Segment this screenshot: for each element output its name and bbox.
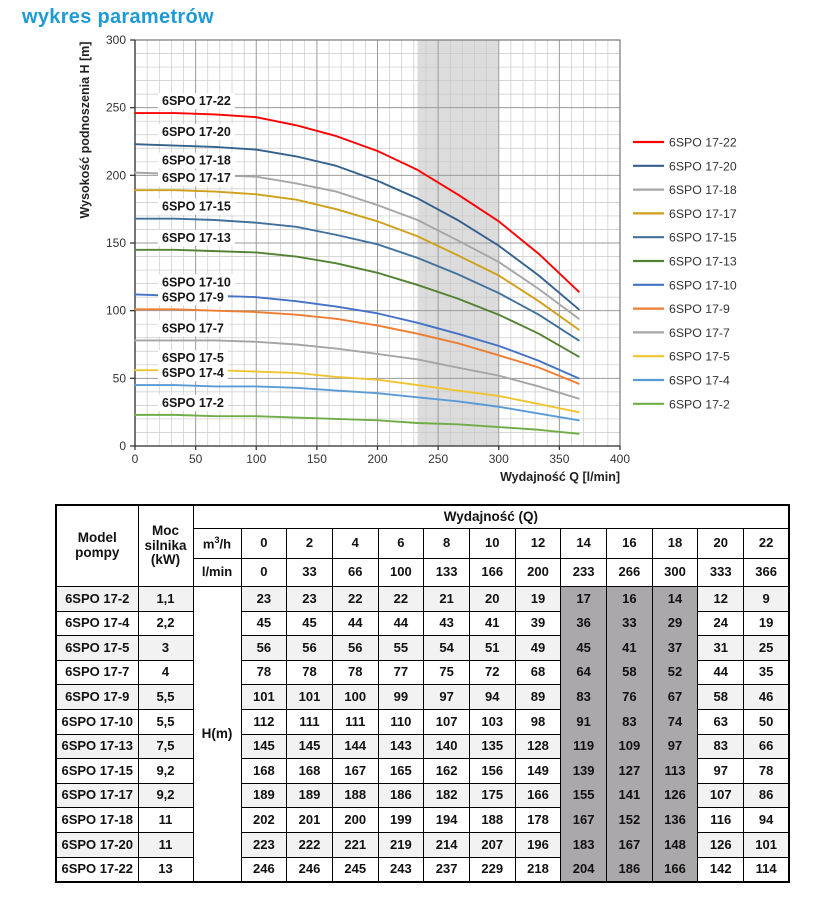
h-value-cell: 31 — [698, 636, 744, 661]
y-axis-title: Wysokość podnoszenia H [m] — [78, 41, 92, 219]
legend-label: 6SPO 17-4 — [669, 373, 730, 388]
h-value-cell: 221 — [332, 832, 378, 857]
model-cell: 6SPO 17-13 — [56, 734, 138, 759]
h-value-cell: 16 — [607, 587, 653, 612]
h-value-cell: 183 — [561, 832, 607, 857]
curve-label-6spo-17-20 — [158, 124, 235, 140]
power-cell: 7,5 — [138, 734, 193, 759]
h-value-cell: 152 — [607, 808, 653, 833]
x-tick-label: 100 — [246, 452, 267, 466]
table-row — [56, 808, 789, 833]
h-value-cell: 36 — [561, 611, 607, 636]
legend-entry — [633, 159, 737, 173]
h-value-cell: 178 — [515, 808, 561, 833]
lmin-value-header: 33 — [287, 559, 333, 587]
h-value-cell: 246 — [241, 857, 287, 882]
h-value-cell: 99 — [378, 685, 424, 710]
h-value-cell: 112 — [241, 709, 287, 734]
h-value-cell: 24 — [698, 611, 744, 636]
m3h-value-header: 4 — [332, 529, 378, 559]
power-cell: 5,5 — [138, 709, 193, 734]
y-tick-label: 0 — [119, 439, 126, 453]
h-value-cell: 143 — [378, 734, 424, 759]
curve-label-6spo-17-17 — [158, 170, 235, 186]
legend-entry — [633, 207, 737, 221]
h-value-cell: 14 — [652, 587, 698, 612]
h-value-cell: 156 — [469, 759, 515, 784]
model-cell: 6SPO 17-4 — [56, 611, 138, 636]
h-value-cell: 77 — [378, 660, 424, 685]
curve-label-6spo-17-7 — [158, 320, 228, 336]
lmin-value-header: 300 — [652, 559, 698, 587]
lmin-value-header: 0 — [241, 559, 287, 587]
m3h-value-header: 2 — [287, 529, 333, 559]
h-value-cell: 100 — [332, 685, 378, 710]
h-value-cell: 126 — [698, 832, 744, 857]
h-value-cell: 114 — [744, 857, 790, 882]
curve-label-text: 6SPO 17-5 — [162, 351, 224, 366]
h-value-cell: 97 — [424, 685, 470, 710]
h-value-cell: 103 — [469, 709, 515, 734]
lmin-value-header: 100 — [378, 559, 424, 587]
h-value-cell: 21 — [424, 587, 470, 612]
lmin-value-header: 233 — [561, 559, 607, 587]
model-cell: 6SPO 17-18 — [56, 808, 138, 833]
page-title: wykres parametrów — [22, 6, 214, 28]
h-value-cell: 49 — [515, 636, 561, 661]
h-value-cell: 58 — [698, 685, 744, 710]
h-value-cell: 78 — [332, 660, 378, 685]
legend-label: 6SPO 17-2 — [669, 397, 730, 412]
h-value-cell: 140 — [424, 734, 470, 759]
power-cell: 5,5 — [138, 685, 193, 710]
h-value-cell: 75 — [424, 660, 470, 685]
h-value-cell: 37 — [652, 636, 698, 661]
h-value-cell: 168 — [287, 759, 333, 784]
m3h-value-header: 16 — [607, 529, 653, 559]
m3h-value-header: 18 — [652, 529, 698, 559]
h-value-cell: 189 — [241, 783, 287, 808]
model-cell: 6SPO 17-20 — [56, 832, 138, 857]
h-unit-cell: H(m) — [193, 587, 241, 883]
h-value-cell: 72 — [469, 660, 515, 685]
m3h-value-header: 8 — [424, 529, 470, 559]
power-cell: 3 — [138, 636, 193, 661]
m3h-value-header: 6 — [378, 529, 424, 559]
h-value-cell: 128 — [515, 734, 561, 759]
table-row — [56, 587, 789, 612]
h-value-cell: 74 — [652, 709, 698, 734]
x-tick-label: 150 — [306, 452, 327, 466]
h-value-cell: 200 — [332, 808, 378, 833]
h-value-cell: 101 — [287, 685, 333, 710]
legend-label: 6SPO 17-15 — [669, 230, 737, 245]
y-tick-label: 250 — [105, 100, 126, 115]
h-value-cell: 111 — [287, 709, 333, 734]
curve-label-6spo-17-22 — [158, 93, 235, 109]
h-value-cell: 44 — [698, 660, 744, 685]
h-value-cell: 167 — [561, 808, 607, 833]
table-row — [56, 660, 789, 685]
h-value-cell: 66 — [744, 734, 790, 759]
h-value-cell: 68 — [515, 660, 561, 685]
curve-label-6spo-17-13 — [158, 230, 235, 246]
h-value-cell: 17 — [561, 587, 607, 612]
legend-label: 6SPO 17-18 — [669, 183, 737, 198]
model-cell: 6SPO 17-9 — [56, 685, 138, 710]
y-tick-label: 200 — [105, 168, 126, 183]
h-value-cell: 41 — [607, 636, 653, 661]
h-value-cell: 111 — [332, 709, 378, 734]
h-value-cell: 44 — [378, 611, 424, 636]
table-row — [56, 709, 789, 734]
h-value-cell: 91 — [561, 709, 607, 734]
power-cell: 11 — [138, 832, 193, 857]
lmin-value-header: 66 — [332, 559, 378, 587]
h-value-cell: 9 — [744, 587, 790, 612]
curve-label-6spo-17-18 — [158, 153, 235, 169]
m3h-value-header: 22 — [744, 529, 790, 559]
pump-data-table — [55, 504, 790, 883]
x-tick-label: 50 — [188, 452, 203, 466]
h-value-cell: 145 — [287, 734, 333, 759]
h-value-cell: 46 — [744, 685, 790, 710]
h-value-cell: 168 — [241, 759, 287, 784]
curve-label-6spo-17-5 — [158, 350, 228, 366]
h-value-cell: 94 — [469, 685, 515, 710]
model-cell: 6SPO 17-7 — [56, 660, 138, 685]
h-value-cell: 67 — [652, 685, 698, 710]
h-value-cell: 39 — [515, 611, 561, 636]
h-value-cell: 33 — [607, 611, 653, 636]
h-value-cell: 167 — [607, 832, 653, 857]
h-value-cell: 29 — [652, 611, 698, 636]
y-tick-label: 150 — [105, 236, 126, 250]
legend-entry — [633, 278, 737, 292]
h-value-cell: 50 — [744, 709, 790, 734]
curve-label-text: 6SPO 17-9 — [162, 290, 224, 305]
h-value-cell: 45 — [241, 611, 287, 636]
h-value-cell: 142 — [698, 857, 744, 882]
h-value-cell: 175 — [469, 783, 515, 808]
h-value-cell: 56 — [332, 636, 378, 661]
power-header: Moc silnika (kW) — [138, 505, 193, 587]
table-head — [56, 505, 789, 587]
h-value-cell: 202 — [241, 808, 287, 833]
h-value-cell: 229 — [469, 857, 515, 882]
x-axis-title: Wydajność Q [l/min] — [500, 470, 620, 484]
x-tick-label: 0 — [131, 452, 139, 466]
legend-label: 6SPO 17-7 — [669, 325, 730, 340]
h-value-cell: 186 — [607, 857, 653, 882]
h-value-cell: 107 — [424, 709, 470, 734]
m3h-value-header: 10 — [469, 529, 515, 559]
h-value-cell: 199 — [378, 808, 424, 833]
curve-label-text: 6SPO 17-4 — [162, 366, 224, 381]
h-value-cell: 166 — [652, 857, 698, 882]
h-value-cell: 54 — [424, 636, 470, 661]
h-value-cell: 35 — [744, 660, 790, 685]
h-value-cell: 139 — [561, 759, 607, 784]
h-value-cell: 23 — [287, 587, 333, 612]
model-cell: 6SPO 17-15 — [56, 759, 138, 784]
curve-label-6spo-17-4 — [158, 365, 228, 381]
legend-entry — [633, 302, 730, 316]
table-row — [56, 636, 789, 661]
curve-label-text: 6SPO 17-18 — [162, 153, 231, 168]
m3h-value-header: 0 — [241, 529, 287, 559]
lmin-value-header: 166 — [469, 559, 515, 587]
legend-entry — [633, 231, 737, 245]
legend — [633, 136, 737, 412]
legend-entry — [633, 350, 730, 364]
model-cell: 6SPO 17-10 — [56, 709, 138, 734]
table-row — [56, 734, 789, 759]
lmin-value-header: 366 — [744, 559, 790, 587]
h-value-cell: 116 — [698, 808, 744, 833]
h-value-cell: 41 — [469, 611, 515, 636]
h-value-cell: 97 — [698, 759, 744, 784]
table-row — [56, 857, 789, 882]
h-value-cell: 86 — [744, 783, 790, 808]
power-cell: 1,1 — [138, 587, 193, 612]
h-value-cell: 56 — [241, 636, 287, 661]
model-header: Model pompy — [56, 505, 138, 587]
power-cell: 2,2 — [138, 611, 193, 636]
h-value-cell: 144 — [332, 734, 378, 759]
h-value-cell: 222 — [287, 832, 333, 857]
table-row — [56, 832, 789, 857]
h-value-cell: 194 — [424, 808, 470, 833]
h-value-cell: 218 — [515, 857, 561, 882]
h-value-cell: 246 — [287, 857, 333, 882]
unit-m3h-label: $m^3/h$ — [193, 529, 241, 559]
h-value-cell: 22 — [378, 587, 424, 612]
legend-entry — [633, 255, 737, 269]
table-body — [56, 587, 789, 883]
y-tick-label: 300 — [105, 33, 126, 47]
h-value-cell: 219 — [378, 832, 424, 857]
h-value-cell: 78 — [287, 660, 333, 685]
h-value-cell: 97 — [652, 734, 698, 759]
h-value-cell: 44 — [332, 611, 378, 636]
h-value-cell: 109 — [607, 734, 653, 759]
h-value-cell: 20 — [469, 587, 515, 612]
power-cell: 9,2 — [138, 783, 193, 808]
h-value-cell: 237 — [424, 857, 470, 882]
curve-label-text: 6SPO 17-22 — [162, 94, 231, 109]
model-cell: 6SPO 17-22 — [56, 857, 138, 882]
h-value-cell: 56 — [287, 636, 333, 661]
h-value-cell: 78 — [241, 660, 287, 685]
x-tick-label: 400 — [609, 452, 631, 466]
h-value-cell: 113 — [652, 759, 698, 784]
h-value-cell: 167 — [332, 759, 378, 784]
h-value-cell: 101 — [744, 832, 790, 857]
lmin-value-header: 266 — [607, 559, 653, 587]
h-value-cell: 55 — [378, 636, 424, 661]
h-value-cell: 148 — [652, 832, 698, 857]
h-value-cell: 94 — [744, 808, 790, 833]
header-row-1 — [56, 505, 789, 529]
h-value-cell: 188 — [332, 783, 378, 808]
h-value-cell: 25 — [744, 636, 790, 661]
chart-canvas — [70, 28, 810, 494]
curve-label-text: 6SPO 17-2 — [162, 395, 224, 410]
h-value-cell: 214 — [424, 832, 470, 857]
curve-label-text: 6SPO 17-20 — [162, 125, 231, 140]
curve-label-6spo-17-10 — [158, 274, 235, 290]
h-value-cell: 243 — [378, 857, 424, 882]
table-row — [56, 685, 789, 710]
legend-label: 6SPO 17-13 — [669, 254, 737, 269]
m3h-value-header: 12 — [515, 529, 561, 559]
h-value-cell: 136 — [652, 808, 698, 833]
h-value-cell: 51 — [469, 636, 515, 661]
h-value-cell: 45 — [561, 636, 607, 661]
h-value-cell: 12 — [698, 587, 744, 612]
power-cell: 11 — [138, 808, 193, 833]
legend-entry — [633, 326, 730, 340]
x-tick-label: 250 — [428, 452, 449, 466]
h-value-cell: 78 — [744, 759, 790, 784]
h-value-cell: 58 — [607, 660, 653, 685]
h-value-cell: 19 — [744, 611, 790, 636]
model-cell: 6SPO 17-2 — [56, 587, 138, 612]
m3h-value-header: 14 — [561, 529, 607, 559]
h-value-cell: 89 — [515, 685, 561, 710]
pump-curves-chart — [70, 28, 810, 494]
h-value-cell: 189 — [287, 783, 333, 808]
h-value-cell: 186 — [378, 783, 424, 808]
m3h-value-header: 20 — [698, 529, 744, 559]
curve-label-text: 6SPO 17-7 — [162, 321, 224, 336]
h-value-cell: 101 — [241, 685, 287, 710]
lmin-value-header: 333 — [698, 559, 744, 587]
h-value-cell: 45 — [287, 611, 333, 636]
x-tick-label: 300 — [488, 452, 509, 466]
curve-label-text: 6SPO 17-13 — [162, 230, 231, 245]
h-value-cell: 207 — [469, 832, 515, 857]
legend-entry — [633, 397, 730, 411]
y-tick-label: 100 — [105, 303, 126, 318]
table-row — [56, 759, 789, 784]
table-row — [56, 611, 789, 636]
legend-label: 6SPO 17-22 — [669, 135, 737, 150]
curve-label-6spo-17-15 — [158, 199, 235, 215]
h-value-cell: 19 — [515, 587, 561, 612]
curve-label-text: 6SPO 17-10 — [162, 275, 231, 290]
h-value-cell: 162 — [424, 759, 470, 784]
model-cell: 6SPO 17-17 — [56, 783, 138, 808]
legend-entry — [633, 374, 730, 388]
h-value-cell: 126 — [652, 783, 698, 808]
h-value-cell: 155 — [561, 783, 607, 808]
power-cell: 4 — [138, 660, 193, 685]
legend-label: 6SPO 17-20 — [669, 159, 737, 174]
h-value-cell: 110 — [378, 709, 424, 734]
h-value-cell: 83 — [561, 685, 607, 710]
x-tick-label: 200 — [367, 452, 388, 466]
h-value-cell: 107 — [698, 783, 744, 808]
h-value-cell: 182 — [424, 783, 470, 808]
h-value-cell: 165 — [378, 759, 424, 784]
power-cell: 9,2 — [138, 759, 193, 784]
h-value-cell: 23 — [241, 587, 287, 612]
h-value-cell: 83 — [698, 734, 744, 759]
legend-label: 6SPO 17-5 — [669, 349, 730, 364]
y-tick-label: 50 — [112, 371, 126, 386]
h-value-cell: 188 — [469, 808, 515, 833]
legend-label: 6SPO 17-17 — [669, 206, 737, 221]
legend-label: 6SPO 17-10 — [669, 278, 737, 293]
model-cell: 6SPO 17-5 — [56, 636, 138, 661]
h-value-cell: 201 — [287, 808, 333, 833]
h-value-cell: 119 — [561, 734, 607, 759]
curve-label-6spo-17-9 — [158, 289, 228, 305]
lmin-value-header: 133 — [424, 559, 470, 587]
h-value-cell: 223 — [241, 832, 287, 857]
curve-label-text: 6SPO 17-17 — [162, 171, 231, 186]
legend-entry — [633, 136, 737, 150]
table-row — [56, 783, 789, 808]
h-value-cell: 43 — [424, 611, 470, 636]
legend-label: 6SPO 17-9 — [669, 302, 730, 317]
h-value-cell: 63 — [698, 709, 744, 734]
h-value-cell: 149 — [515, 759, 561, 784]
h-value-cell: 196 — [515, 832, 561, 857]
h-value-cell: 127 — [607, 759, 653, 784]
h-value-cell: 76 — [607, 685, 653, 710]
h-value-cell: 64 — [561, 660, 607, 685]
h-value-cell: 135 — [469, 734, 515, 759]
h-value-cell: 141 — [607, 783, 653, 808]
legend-entry — [633, 183, 737, 197]
h-value-cell: 98 — [515, 709, 561, 734]
lmin-value-header: 200 — [515, 559, 561, 587]
curve-label-text: 6SPO 17-15 — [162, 199, 231, 214]
h-value-cell: 166 — [515, 783, 561, 808]
unit-lmin-label: l/min — [193, 559, 241, 587]
h-value-cell: 52 — [652, 660, 698, 685]
h-value-cell: 204 — [561, 857, 607, 882]
curve-label-6spo-17-2 — [158, 395, 228, 411]
h-value-cell: 245 — [332, 857, 378, 882]
h-value-cell: 83 — [607, 709, 653, 734]
series-line-6spo-17-2 — [135, 415, 579, 434]
x-tick-label: 350 — [549, 452, 570, 466]
wydajnosc-header: Wydajność (Q) — [193, 505, 789, 529]
h-value-cell: 22 — [332, 587, 378, 612]
h-value-cell: 145 — [241, 734, 287, 759]
power-cell: 13 — [138, 857, 193, 882]
